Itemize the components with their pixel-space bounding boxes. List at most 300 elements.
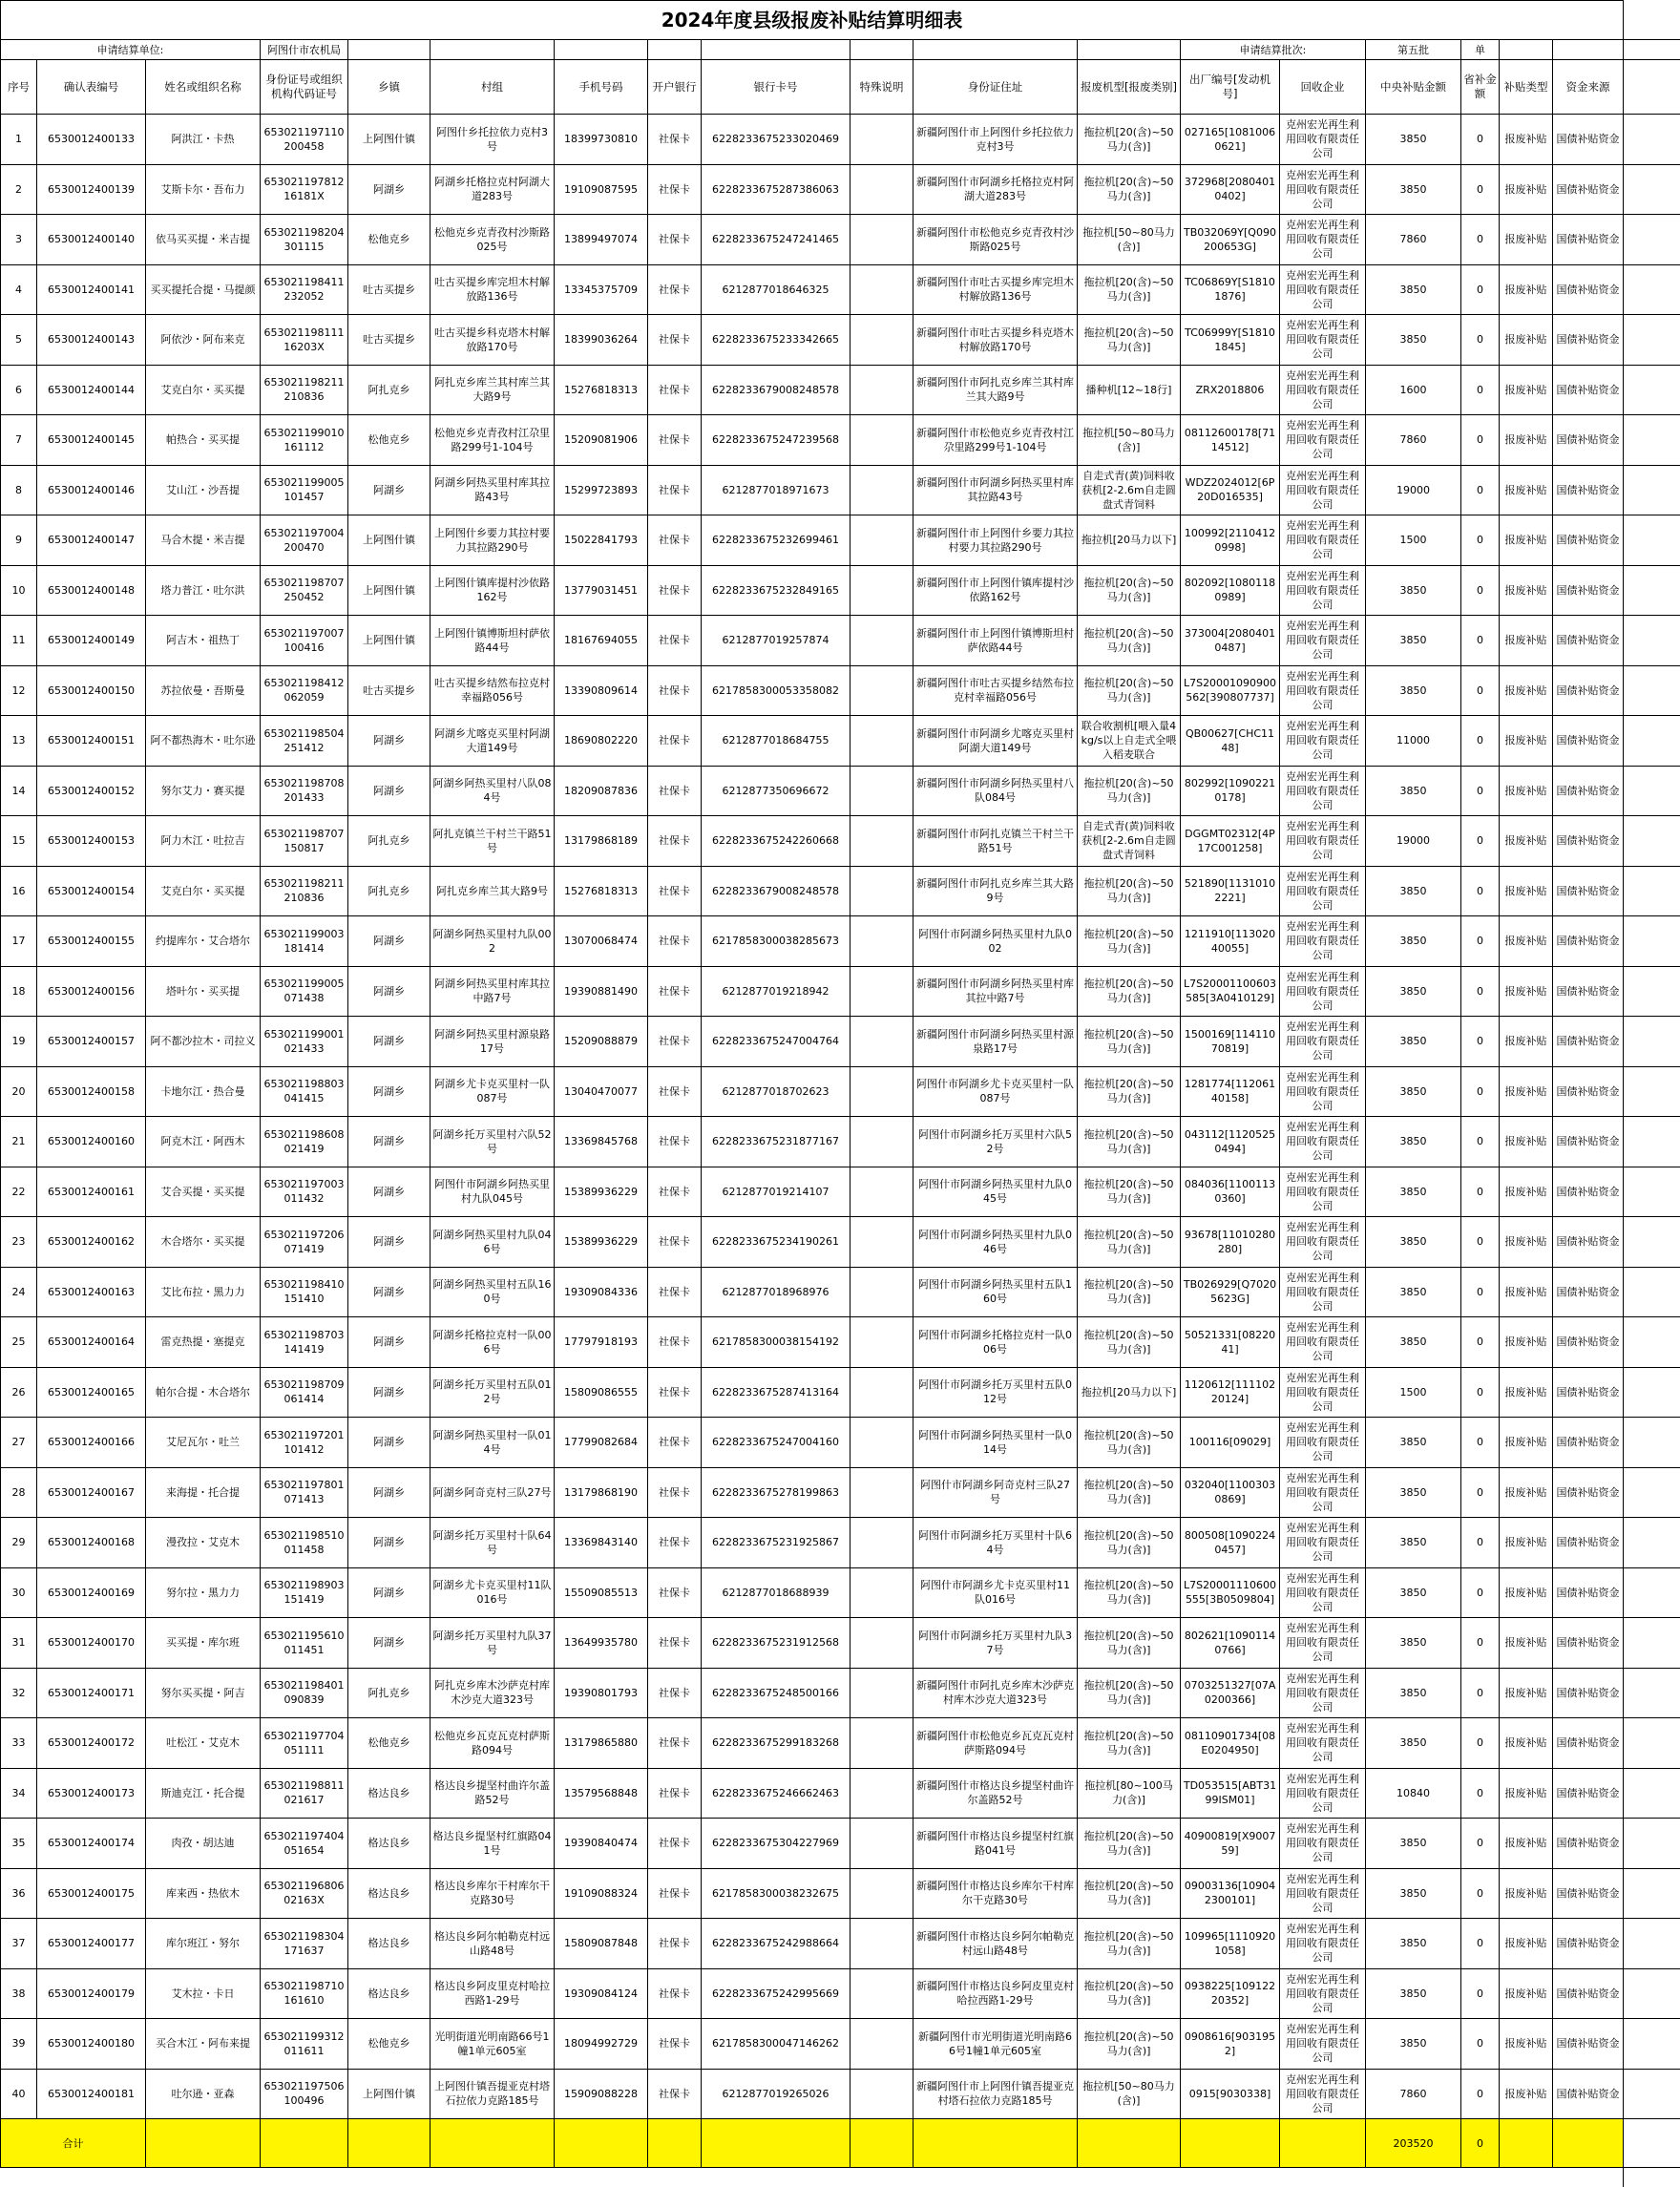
col-seq: 23 xyxy=(1,1217,37,1268)
col-village: 光明街道光明南路66号1幢1单元605室 xyxy=(430,2019,555,2070)
col-village: 阿湖乡尤喀克买里村阿湖大道149号 xyxy=(430,716,555,767)
col-provincial: 0 xyxy=(1461,1017,1500,1067)
col-village: 阿湖乡阿热买里村库其拉中路7号 xyxy=(430,966,555,1017)
unit-label: 申请结算单位: xyxy=(1,40,261,60)
col-fund-source: 国债补贴资金 xyxy=(1553,465,1624,515)
col-recycler: 克州宏光再生利用回收有限责任公司 xyxy=(1280,916,1366,967)
col-serial: TD053515[ABT3199ISM01] xyxy=(1181,1768,1280,1819)
col-bank: 社保卡 xyxy=(648,1819,702,1869)
col-phone: 13390809614 xyxy=(555,665,648,716)
col-card: 6228233675242995669 xyxy=(702,1968,850,2019)
col-seq: 18 xyxy=(1,966,37,1017)
col-central: 3850 xyxy=(1366,1567,1461,1618)
col-fund-source: 国债补贴资金 xyxy=(1553,264,1624,315)
col-id: 653021198211210836 xyxy=(261,365,348,415)
col-fund-source: 国债补贴资金 xyxy=(1553,1768,1624,1819)
col-model: 拖拉机[80~100马力(含)] xyxy=(1078,1768,1181,1819)
col-central: 10840 xyxy=(1366,1768,1461,1819)
col-serial: 1281774[11206140158] xyxy=(1181,1066,1280,1117)
col-seq: 29 xyxy=(1,1518,37,1568)
col-bank: 社保卡 xyxy=(648,1768,702,1819)
col-seq: 8 xyxy=(1,465,37,515)
table-row xyxy=(1,1919,1624,1969)
col-phone: 13179865880 xyxy=(555,1718,648,1769)
col-special xyxy=(850,1117,914,1167)
col-subsidy-type: 报废补贴 xyxy=(1500,565,1553,616)
col-phone: 15299723893 xyxy=(555,465,648,515)
col-provincial: 0 xyxy=(1461,465,1500,515)
col-provincial: 0 xyxy=(1461,1467,1500,1518)
col-card: 6212877019257874 xyxy=(702,616,850,666)
col-special xyxy=(850,1668,914,1718)
col-seq: 11 xyxy=(1,616,37,666)
col-provincial: 0 xyxy=(1461,816,1500,867)
col-id: 653021198412062059 xyxy=(261,665,348,716)
col-village: 格达良乡库尔干村库尔干克路30号 xyxy=(430,1868,555,1919)
col-seq: 7 xyxy=(1,415,37,466)
col-seq: 14 xyxy=(1,766,37,816)
col-confirm-no: 6530012400175 xyxy=(37,1868,146,1919)
total-empty-cell xyxy=(648,2119,702,2168)
col-fund-source: 国债补贴资金 xyxy=(1553,215,1624,265)
table-row xyxy=(1,1467,1624,1518)
col-confirm-no: 6530012400160 xyxy=(37,1117,146,1167)
col-id: 653021198811021617 xyxy=(261,1768,348,1819)
col-special xyxy=(850,1367,914,1418)
col-phone: 13579568848 xyxy=(555,1768,648,1819)
col-model: 拖拉机[20(含)~50马力(含)] xyxy=(1078,1567,1181,1618)
col-model: 拖拉机[20(含)~50马力(含)] xyxy=(1078,1017,1181,1067)
col-village: 上阿图什镇博斯坦村萨依路44号 xyxy=(430,616,555,666)
table-row xyxy=(1,264,1624,315)
col-central: 3850 xyxy=(1366,1518,1461,1568)
col-central: 3850 xyxy=(1366,916,1461,967)
col-confirm-no: 6530012400143 xyxy=(37,315,146,366)
table-row xyxy=(1,465,1624,515)
col-confirm-no: 6530012400133 xyxy=(37,115,146,165)
col-id: 653021198608021419 xyxy=(261,1117,348,1167)
col-confirm-no: 6530012400151 xyxy=(37,716,146,767)
col-fund-source: 国债补贴资金 xyxy=(1553,1618,1624,1669)
col-name: 塔力普江・吐尔洪 xyxy=(146,565,261,616)
col-card: 6228233675232699461 xyxy=(702,515,850,566)
col-bank: 社保卡 xyxy=(648,515,702,566)
header-col-card: 银行卡号 xyxy=(702,60,850,115)
col-model: 拖拉机[20(含)~50马力(含)] xyxy=(1078,115,1181,165)
col-special xyxy=(850,1017,914,1067)
col-bank: 社保卡 xyxy=(648,2019,702,2070)
col-village: 吐古买提乡结然布拉克村幸福路056号 xyxy=(430,665,555,716)
table-row xyxy=(1,215,1624,265)
col-seq: 13 xyxy=(1,716,37,767)
col-model: 拖拉机[20马力以下] xyxy=(1078,515,1181,566)
col-recycler: 克州宏光再生利用回收有限责任公司 xyxy=(1280,1066,1366,1117)
col-fund-source: 国债补贴资金 xyxy=(1553,1367,1624,1418)
col-seq: 1 xyxy=(1,115,37,165)
col-model: 拖拉机[20(含)~50马力(含)] xyxy=(1078,1167,1181,1217)
col-subsidy-type: 报废补贴 xyxy=(1500,1919,1553,1969)
col-recycler: 克州宏光再生利用回收有限责任公司 xyxy=(1280,1317,1366,1368)
col-serial: 084036[11001130360] xyxy=(1181,1167,1280,1217)
col-name: 来海提・托合提 xyxy=(146,1467,261,1518)
col-address: 新疆阿图什市上阿图什镇博斯坦村萨依路44号 xyxy=(914,616,1078,666)
col-subsidy-type: 报废补贴 xyxy=(1500,1167,1553,1217)
col-town: 阿湖乡 xyxy=(348,716,430,767)
col-id: 653021198803041415 xyxy=(261,1066,348,1117)
col-recycler: 克州宏光再生利用回收有限责任公司 xyxy=(1280,1367,1366,1418)
col-phone: 15209088879 xyxy=(555,1017,648,1067)
col-confirm-no: 6530012400166 xyxy=(37,1418,146,1468)
col-central: 7860 xyxy=(1366,215,1461,265)
col-town: 上阿图什镇 xyxy=(348,115,430,165)
col-phone: 19109087595 xyxy=(555,164,648,215)
col-fund-source: 国债补贴资金 xyxy=(1553,2069,1624,2119)
col-id: 653021197110200458 xyxy=(261,115,348,165)
col-card: 6228233675299183268 xyxy=(702,1718,850,1769)
col-bank: 社保卡 xyxy=(648,1467,702,1518)
col-id: 653021198707150817 xyxy=(261,816,348,867)
col-village: 阿湖乡托万买里村九队37号 xyxy=(430,1618,555,1669)
col-name: 艾克白尔・买买提 xyxy=(146,365,261,415)
col-provincial: 0 xyxy=(1461,1418,1500,1468)
col-village: 格达良乡提坚村曲许尔盖路52号 xyxy=(430,1768,555,1819)
col-fund-source: 国债补贴资金 xyxy=(1553,916,1624,967)
col-central: 3850 xyxy=(1366,115,1461,165)
col-name: 帕热合・买买提 xyxy=(146,415,261,466)
col-village: 阿扎克乡库兰其大路9号 xyxy=(430,866,555,916)
col-bank: 社保卡 xyxy=(648,665,702,716)
col-name: 肉孜・胡达迪 xyxy=(146,1819,261,1869)
col-provincial: 0 xyxy=(1461,1518,1500,1568)
col-phone: 13649935780 xyxy=(555,1618,648,1669)
col-confirm-no: 6530012400170 xyxy=(37,1618,146,1669)
col-recycler: 克州宏光再生利用回收有限责任公司 xyxy=(1280,1117,1366,1167)
col-fund-source: 国债补贴资金 xyxy=(1553,1919,1624,1969)
header-row xyxy=(1,60,1624,115)
header-col-special: 特殊说明 xyxy=(850,60,914,115)
col-central: 3850 xyxy=(1366,1968,1461,2019)
col-special xyxy=(850,1217,914,1268)
col-seq: 22 xyxy=(1,1167,37,1217)
col-model: 拖拉机[50~80马力(含)] xyxy=(1078,2069,1181,2119)
col-serial: 1120612[11110220124] xyxy=(1181,1367,1280,1418)
col-fund-source: 国债补贴资金 xyxy=(1553,1317,1624,1368)
col-address: 新疆阿图什市上阿图什乡要力其拉村要力其拉路290号 xyxy=(914,515,1078,566)
table-row xyxy=(1,1167,1624,1217)
col-model: 拖拉机[20(含)~50马力(含)] xyxy=(1078,1217,1181,1268)
col-confirm-no: 6530012400181 xyxy=(37,2069,146,2119)
col-phone: 13779031451 xyxy=(555,565,648,616)
col-model: 拖拉机[20(含)~50马力(含)] xyxy=(1078,766,1181,816)
col-model: 拖拉机[20(含)~50马力(含)] xyxy=(1078,1618,1181,1669)
col-town: 阿湖乡 xyxy=(348,766,430,816)
col-card: 6217858300038285673 xyxy=(702,916,850,967)
col-phone: 15389936229 xyxy=(555,1167,648,1217)
col-phone: 19390881490 xyxy=(555,966,648,1017)
col-serial: 0938225[10912220352] xyxy=(1181,1968,1280,2019)
col-serial: TC06999Y[S18101845] xyxy=(1181,315,1280,366)
col-phone: 18209087836 xyxy=(555,766,648,816)
col-confirm-no: 6530012400177 xyxy=(37,1919,146,1969)
col-name: 艾尼瓦尔・吐兰 xyxy=(146,1418,261,1468)
col-recycler: 克州宏光再生利用回收有限责任公司 xyxy=(1280,465,1366,515)
col-special xyxy=(850,866,914,916)
table-row xyxy=(1,766,1624,816)
table-row xyxy=(1,1117,1624,1167)
col-card: 6228233675287413164 xyxy=(702,1367,850,1418)
col-card: 6228233675247241465 xyxy=(702,215,850,265)
col-provincial: 0 xyxy=(1461,1668,1500,1718)
header-col-subsidy-type: 补贴类型 xyxy=(1500,60,1553,115)
col-address: 阿图什市阿湖乡阿热买里村五队160号 xyxy=(914,1267,1078,1317)
table-row xyxy=(1,816,1624,867)
table-row xyxy=(1,415,1624,466)
col-name: 库尔班江・努尔 xyxy=(146,1919,261,1969)
col-village: 格达良乡提坚村红旗路041号 xyxy=(430,1819,555,1869)
col-subsidy-type: 报废补贴 xyxy=(1500,1567,1553,1618)
col-card: 6228233675231912568 xyxy=(702,1618,850,1669)
col-subsidy-type: 报废补贴 xyxy=(1500,1768,1553,1819)
col-card: 6212877018688939 xyxy=(702,1567,850,1618)
col-name: 吐松江・艾克木 xyxy=(146,1718,261,1769)
table-row xyxy=(1,616,1624,666)
col-provincial: 0 xyxy=(1461,415,1500,466)
col-serial: TB026929[Q70205623G] xyxy=(1181,1267,1280,1317)
col-address: 新疆阿图什市松他克乡克青孜村沙斯路025号 xyxy=(914,215,1078,265)
col-address: 新疆阿图什市格达良乡阿皮里克村哈拉西路1-29号 xyxy=(914,1968,1078,2019)
col-village: 阿湖乡阿热买里村五队160号 xyxy=(430,1267,555,1317)
col-name: 卡地尔江・热合曼 xyxy=(146,1066,261,1117)
col-village: 阿湖乡托格拉克村阿湖大道283号 xyxy=(430,164,555,215)
col-serial: 800508[10902240457] xyxy=(1181,1518,1280,1568)
col-confirm-no: 6530012400162 xyxy=(37,1217,146,1268)
col-model: 拖拉机[20(含)~50马力(含)] xyxy=(1078,1819,1181,1869)
col-bank: 社保卡 xyxy=(648,415,702,466)
col-model: 拖拉机[20(含)~50马力(含)] xyxy=(1078,565,1181,616)
col-id: 653021198204301115 xyxy=(261,215,348,265)
col-fund-source: 国债补贴资金 xyxy=(1553,866,1624,916)
col-phone: 13040470077 xyxy=(555,1066,648,1117)
col-provincial: 0 xyxy=(1461,515,1500,566)
col-special xyxy=(850,1267,914,1317)
col-name: 漫孜拉・艾克木 xyxy=(146,1518,261,1568)
col-name: 吐尔逊・亚森 xyxy=(146,2069,261,2119)
col-subsidy-type: 报废补贴 xyxy=(1500,916,1553,967)
col-phone: 17799082684 xyxy=(555,1418,648,1468)
table-row xyxy=(1,1317,1624,1368)
col-special xyxy=(850,115,914,165)
col-subsidy-type: 报废补贴 xyxy=(1500,515,1553,566)
table-row xyxy=(1,1567,1624,1618)
col-card: 6228233675234190261 xyxy=(702,1217,850,1268)
col-phone: 18690802220 xyxy=(555,716,648,767)
col-serial: 802621[10901140766] xyxy=(1181,1618,1280,1669)
col-seq: 6 xyxy=(1,365,37,415)
col-central: 3850 xyxy=(1366,2019,1461,2070)
col-confirm-no: 6530012400152 xyxy=(37,766,146,816)
col-fund-source: 国债补贴资金 xyxy=(1553,365,1624,415)
col-id: 653021197004200470 xyxy=(261,515,348,566)
col-provincial: 0 xyxy=(1461,916,1500,967)
col-central: 3850 xyxy=(1366,1317,1461,1368)
col-town: 松他克乡 xyxy=(348,1718,430,1769)
col-special xyxy=(850,365,914,415)
col-model: 自走式青(黄)饲料收获机[2-2.6m自走圆盘式青饲料 xyxy=(1078,465,1181,515)
table-row xyxy=(1,365,1624,415)
col-central: 3850 xyxy=(1366,1418,1461,1468)
total-empty-cell xyxy=(1181,2119,1280,2168)
col-address: 新疆阿图什市格达良乡提坚村曲许尔盖路52号 xyxy=(914,1768,1078,1819)
col-address: 新疆阿图什市吐古买提乡结然布拉克村幸福路056号 xyxy=(914,665,1078,716)
col-town: 阿湖乡 xyxy=(348,465,430,515)
col-phone: 15509085513 xyxy=(555,1567,648,1618)
col-name: 买买提托合提・马提颜 xyxy=(146,264,261,315)
col-special xyxy=(850,1819,914,1869)
col-fund-source: 国债补贴资金 xyxy=(1553,1868,1624,1919)
total-central: 203520 xyxy=(1366,2119,1461,2168)
col-village: 阿湖乡尤卡克买里村11队016号 xyxy=(430,1567,555,1618)
col-recycler: 克州宏光再生利用回收有限责任公司 xyxy=(1280,816,1366,867)
col-fund-source: 国债补贴资金 xyxy=(1553,565,1624,616)
col-subsidy-type: 报废补贴 xyxy=(1500,966,1553,1017)
col-phone: 18167694055 xyxy=(555,616,648,666)
col-subsidy-type: 报废补贴 xyxy=(1500,2019,1553,2070)
col-model: 拖拉机[20(含)~50马力(含)] xyxy=(1078,866,1181,916)
col-recycler: 克州宏光再生利用回收有限责任公司 xyxy=(1280,365,1366,415)
col-fund-source: 国债补贴资金 xyxy=(1553,1668,1624,1718)
col-address: 新疆阿图什市上阿图什镇库提村沙依路162号 xyxy=(914,565,1078,616)
col-id: 653021197003011432 xyxy=(261,1167,348,1217)
col-fund-source: 国债补贴资金 xyxy=(1553,1819,1624,1869)
col-subsidy-type: 报废补贴 xyxy=(1500,1618,1553,1669)
col-subsidy-type: 报废补贴 xyxy=(1500,1217,1553,1268)
col-special xyxy=(850,616,914,666)
col-name: 买合木江・阿布来提 xyxy=(146,2019,261,2070)
header-col-address: 身份证住址 xyxy=(914,60,1078,115)
col-town: 阿湖乡 xyxy=(348,1267,430,1317)
col-serial: L7S20001110600555[3B0509804] xyxy=(1181,1567,1280,1618)
col-seq: 38 xyxy=(1,1968,37,2019)
header-col-seq: 序号 xyxy=(1,60,37,115)
col-card: 6212877018971673 xyxy=(702,465,850,515)
col-special xyxy=(850,1518,914,1568)
col-fund-source: 国债补贴资金 xyxy=(1553,1066,1624,1117)
col-confirm-no: 6530012400148 xyxy=(37,565,146,616)
col-confirm-no: 6530012400147 xyxy=(37,515,146,566)
col-provincial: 0 xyxy=(1461,1819,1500,1869)
col-village: 阿湖乡阿热买里村源泉路17号 xyxy=(430,1017,555,1067)
col-address: 新疆阿图什市阿扎克乡库木沙萨克村库木沙克大道323号 xyxy=(914,1668,1078,1718)
col-subsidy-type: 报废补贴 xyxy=(1500,264,1553,315)
col-id: 653021197007100416 xyxy=(261,616,348,666)
table-row xyxy=(1,164,1624,215)
col-bank: 社保卡 xyxy=(648,264,702,315)
table-row xyxy=(1,1066,1624,1117)
col-model: 拖拉机[20(含)~50马力(含)] xyxy=(1078,1066,1181,1117)
col-subsidy-type: 报废补贴 xyxy=(1500,1868,1553,1919)
col-fund-source: 国债补贴资金 xyxy=(1553,1567,1624,1618)
col-phone: 19390840474 xyxy=(555,1819,648,1869)
col-serial: DGGMT02312[4P17C001258] xyxy=(1181,816,1280,867)
header-col-central: 中央补贴金额 xyxy=(1366,60,1461,115)
table-row xyxy=(1,1017,1624,1067)
col-bank: 社保卡 xyxy=(648,1017,702,1067)
col-special xyxy=(850,665,914,716)
unit-value: 阿图什市农机局 xyxy=(261,40,348,60)
col-recycler: 克州宏光再生利用回收有限责任公司 xyxy=(1280,665,1366,716)
col-name: 木合塔尔・买买提 xyxy=(146,1217,261,1268)
col-model: 拖拉机[20(含)~50马力(含)] xyxy=(1078,1267,1181,1317)
col-bank: 社保卡 xyxy=(648,1518,702,1568)
col-special xyxy=(850,264,914,315)
col-recycler: 克州宏光再生利用回收有限责任公司 xyxy=(1280,1567,1366,1618)
col-provincial: 0 xyxy=(1461,1618,1500,1669)
col-address: 新疆阿图什市阿湖乡托格拉克村阿湖大道283号 xyxy=(914,164,1078,215)
col-fund-source: 国债补贴资金 xyxy=(1553,1117,1624,1167)
col-subsidy-type: 报废补贴 xyxy=(1500,1317,1553,1368)
col-phone: 19309084124 xyxy=(555,1968,648,2019)
table-row xyxy=(1,1267,1624,1317)
col-id: 653021197506100496 xyxy=(261,2069,348,2119)
col-name: 斯迪克江・托合提 xyxy=(146,1768,261,1819)
col-fund-source: 国债补贴资金 xyxy=(1553,1167,1624,1217)
col-bank: 社保卡 xyxy=(648,1618,702,1669)
col-seq: 4 xyxy=(1,264,37,315)
col-bank: 社保卡 xyxy=(648,164,702,215)
header-col-village: 村组 xyxy=(430,60,555,115)
col-confirm-no: 6530012400139 xyxy=(37,164,146,215)
col-address: 新疆阿图什市阿湖乡阿热买里村源泉路17号 xyxy=(914,1017,1078,1067)
col-phone: 15276818313 xyxy=(555,866,648,916)
col-recycler: 克州宏光再生利用回收有限责任公司 xyxy=(1280,866,1366,916)
col-special xyxy=(850,565,914,616)
col-provincial: 0 xyxy=(1461,365,1500,415)
col-special xyxy=(850,215,914,265)
col-address: 新疆阿图什市吐古买提乡库完坦木村解放路136号 xyxy=(914,264,1078,315)
col-subsidy-type: 报废补贴 xyxy=(1500,164,1553,215)
col-provincial: 0 xyxy=(1461,565,1500,616)
col-bank: 社保卡 xyxy=(648,1066,702,1117)
col-address: 阿图什市阿湖乡阿热买里村九队046号 xyxy=(914,1217,1078,1268)
col-village: 阿湖乡阿热买里村九队002 xyxy=(430,916,555,967)
col-id: 653021197201101412 xyxy=(261,1418,348,1468)
col-address: 新疆阿图什市松他克乡瓦克瓦克村萨斯路094号 xyxy=(914,1718,1078,1769)
col-name: 阿力木江・吐拉吉 xyxy=(146,816,261,867)
col-recycler: 克州宏光再生利用回收有限责任公司 xyxy=(1280,115,1366,165)
col-address: 新疆阿图什市光明街道光明南路66号1幢1单元605室 xyxy=(914,2019,1078,2070)
col-address: 新疆阿图什市阿湖乡尤喀克买里村阿湖大道149号 xyxy=(914,716,1078,767)
col-bank: 社保卡 xyxy=(648,616,702,666)
col-subsidy-type: 报废补贴 xyxy=(1500,465,1553,515)
col-phone: 13070068474 xyxy=(555,916,648,967)
col-bank: 社保卡 xyxy=(648,1117,702,1167)
col-name: 艾克白尔・买买提 xyxy=(146,866,261,916)
col-confirm-no: 6530012400161 xyxy=(37,1167,146,1217)
col-phone: 15809086555 xyxy=(555,1367,648,1418)
col-town: 上阿图什镇 xyxy=(348,515,430,566)
col-subsidy-type: 报废补贴 xyxy=(1500,1267,1553,1317)
col-village: 格达良乡阿尔帕勒克村远山路48号 xyxy=(430,1919,555,1969)
table-row xyxy=(1,1968,1624,2019)
col-central: 11000 xyxy=(1366,716,1461,767)
col-provincial: 0 xyxy=(1461,1768,1500,1819)
col-card: 6228233675233020469 xyxy=(702,115,850,165)
col-address: 阿图什市阿湖乡尤卡克买里村11队016号 xyxy=(914,1567,1078,1618)
col-confirm-no: 6530012400154 xyxy=(37,866,146,916)
col-name: 阿不都热海木・吐尔逊 xyxy=(146,716,261,767)
col-seq: 17 xyxy=(1,916,37,967)
col-recycler: 克州宏光再生利用回收有限责任公司 xyxy=(1280,415,1366,466)
